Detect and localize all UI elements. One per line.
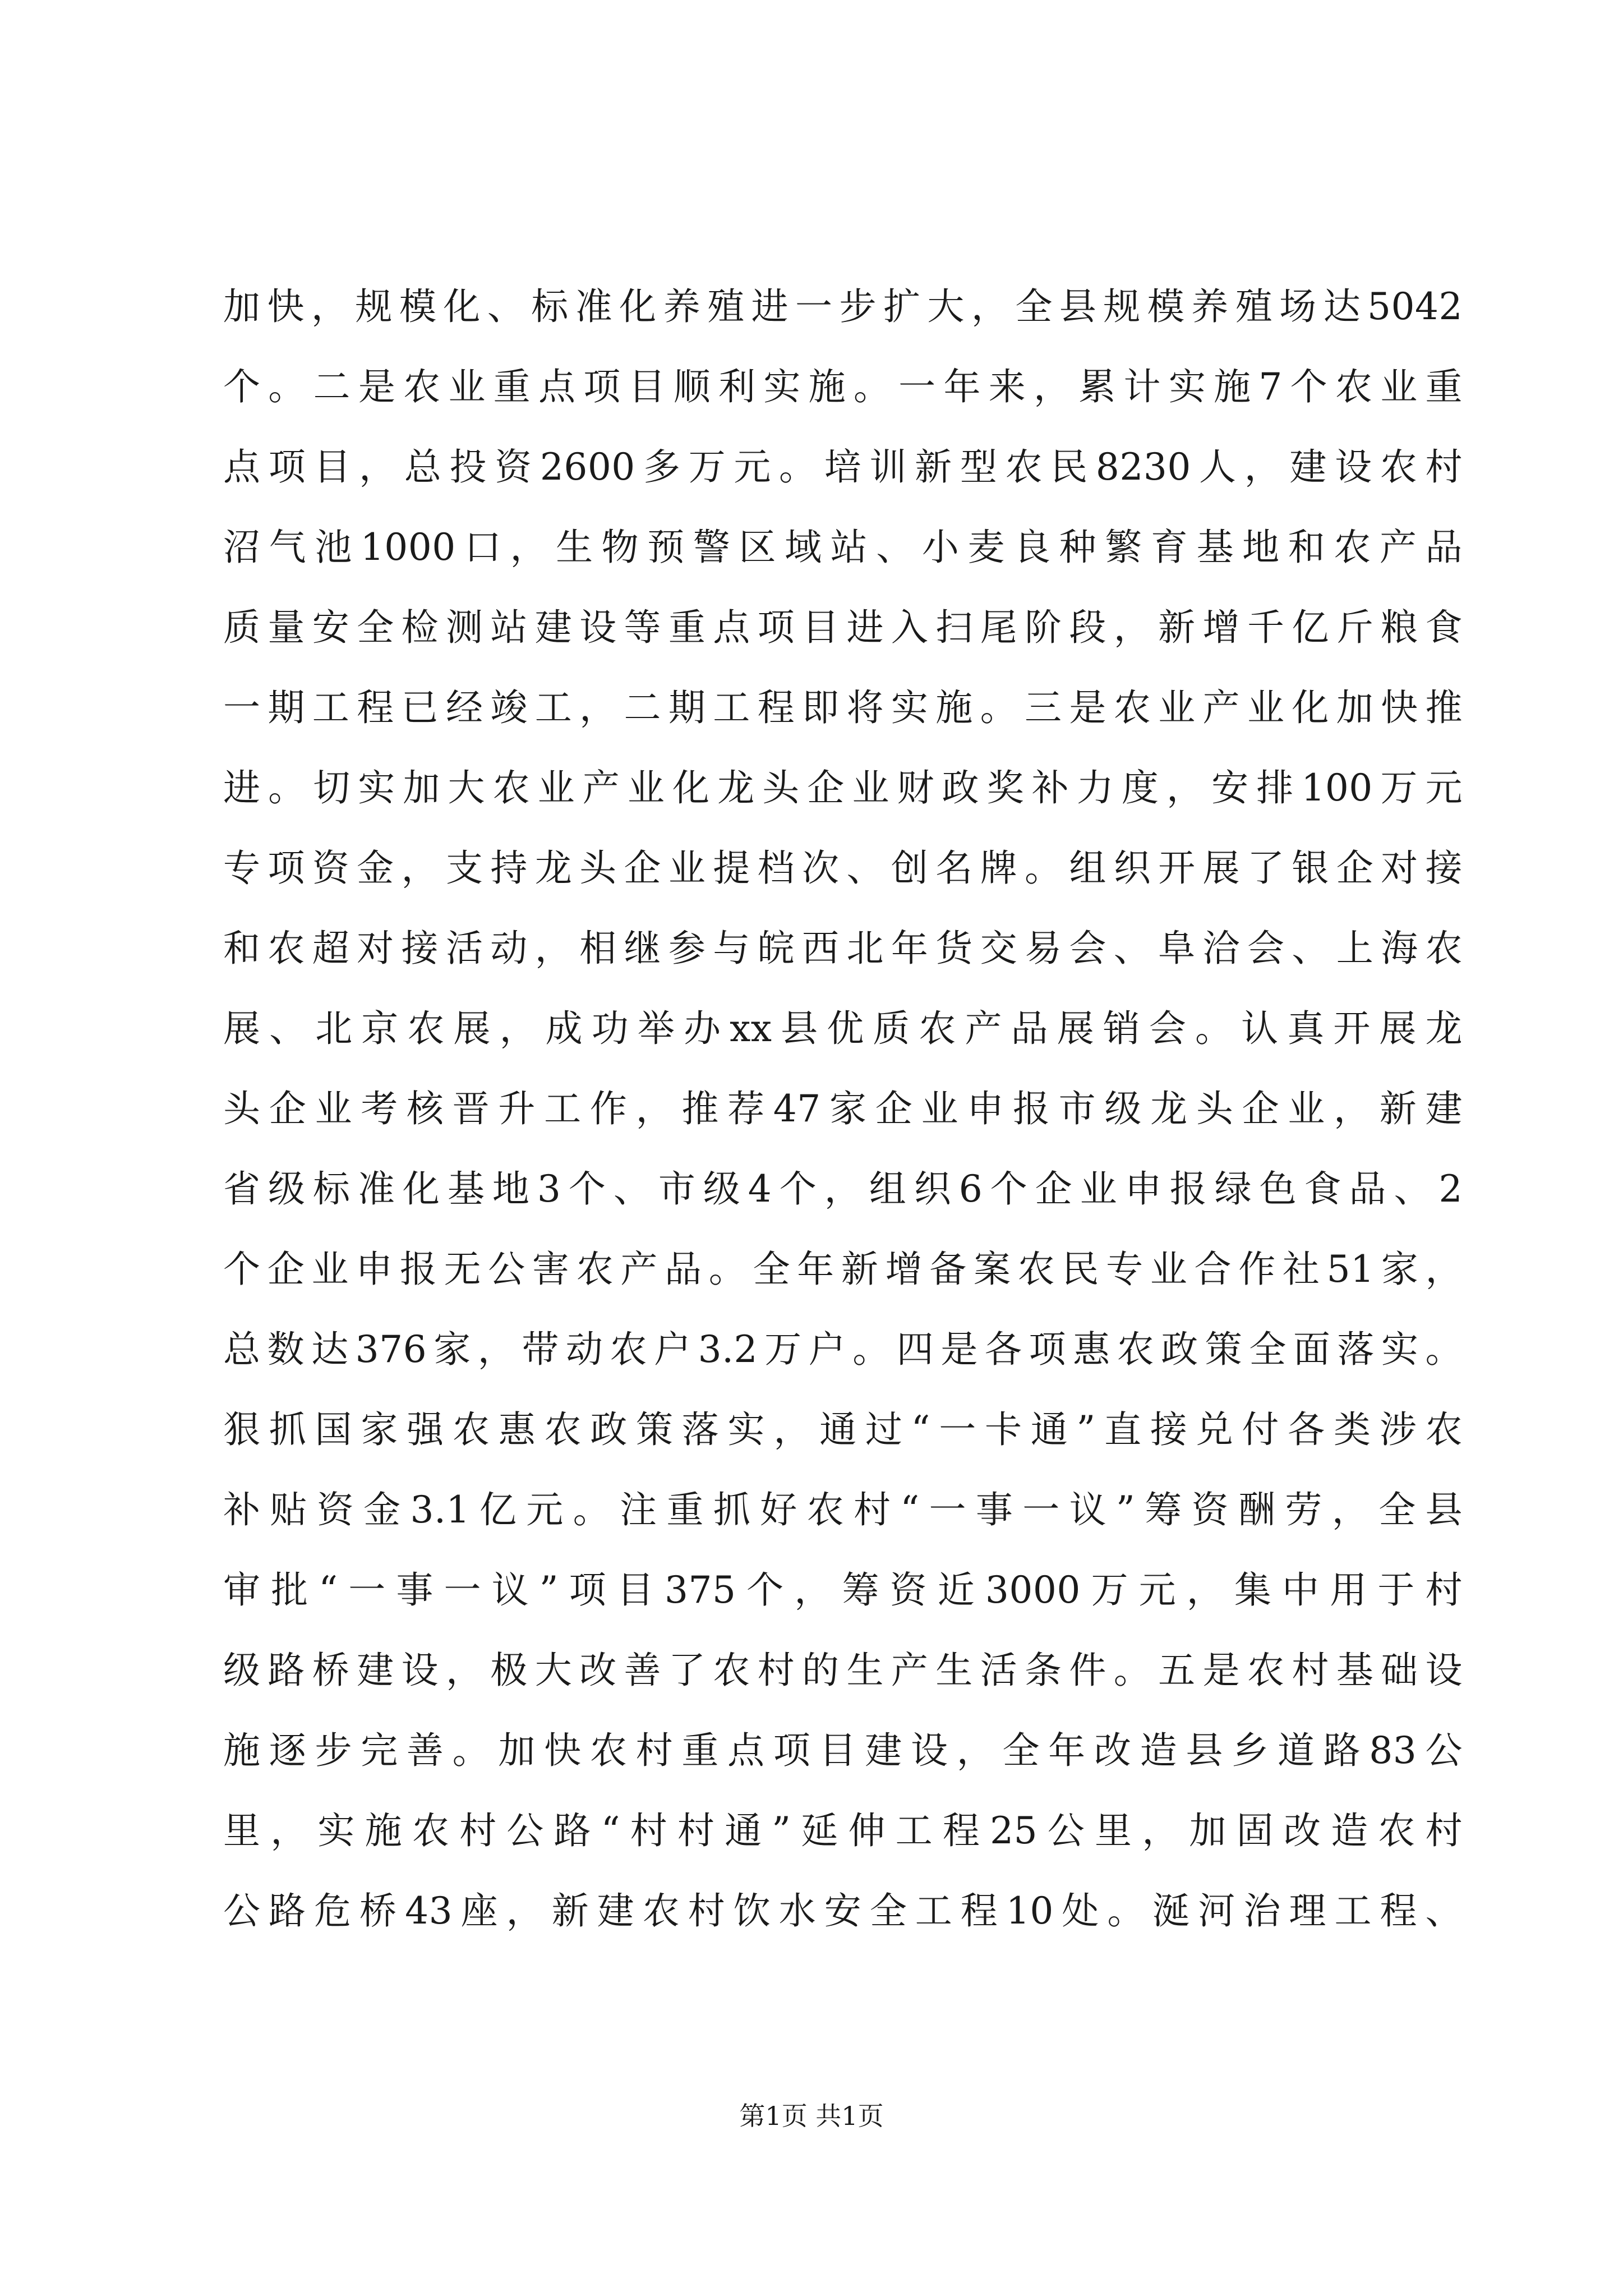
text-line: 和农超对接活动，相继参与皖西北年货交易会、阜洽会、上海农 — [223, 927, 1463, 970]
text-line: 专项资金，支持龙头企业提档次、创名牌。组织开展了银企对接 — [223, 846, 1463, 890]
text-line: 省级标准化基地3个、市级4个，组织6个企业申报绿色食品、2 — [223, 1167, 1463, 1211]
text-line: 个企业申报无公害农产品。全年新增备案农民专业合作社51家， — [223, 1248, 1463, 1291]
text-line: 一期工程已经竣工，二期工程即将实施。三是农业产业化加快推 — [223, 686, 1463, 729]
body-text — [223, 266, 1463, 1951]
text-line: 个。二是农业重点项目顺利实施。一年来，累计实施7个农业重 — [223, 365, 1463, 408]
text-line: 展、北京农展，成功举办xx县优质农产品展销会。认真开展龙 — [223, 1007, 1463, 1050]
text-line: 公路危桥43座，新建农村饮水安全工程10处。涎河治理工程、 — [223, 1889, 1463, 1932]
text-line: 加快，规模化、标准化养殖进一步扩大，全县规模养殖场达5042 — [223, 285, 1463, 328]
text-line: 头企业考核晋升工作，推荐47家企业申报市级龙头企业，新建 — [223, 1087, 1463, 1130]
text-line: 里，实施农村公路“村村通”延伸工程25公里，加固改造农村 — [223, 1809, 1463, 1852]
page-footer — [0, 2099, 1623, 2133]
text-line: 点项目，总投资2600多万元。培训新型农民8230人，建设农村 — [223, 445, 1463, 489]
text-line: 进。切实加大农业产业化龙头企业财政奖补力度，安排100万元 — [223, 766, 1463, 809]
text-line: 补贴资金3.1亿元。注重抓好农村“一事一议”筹资酬劳，全县 — [223, 1488, 1463, 1531]
text-line: 级路桥建设，极大改善了农村的生产生活条件。五是农村基础设 — [223, 1649, 1463, 1692]
text-line: 质量安全检测站建设等重点项目进入扫尾阶段，新增千亿斤粮食 — [223, 606, 1463, 649]
text-line: 狠抓国家强农惠农政策落实，通过“一卡通”直接兑付各类涉农 — [223, 1408, 1463, 1451]
text-line: 总数达376家，带动农户3.2万户。四是各项惠农政策全面落实。 — [223, 1328, 1463, 1371]
text-line: 施逐步完善。加快农村重点项目建设，全年改造县乡道路83公 — [223, 1729, 1463, 1772]
text-line: 审批“一事一议”项目375个，筹资近3000万元，集中用于村 — [223, 1568, 1463, 1612]
page-number: 第1页 共1页 — [739, 2101, 884, 2131]
text-line: 沼气池1000口，生物预警区域站、小麦良种繁育基地和农产品 — [223, 526, 1463, 569]
